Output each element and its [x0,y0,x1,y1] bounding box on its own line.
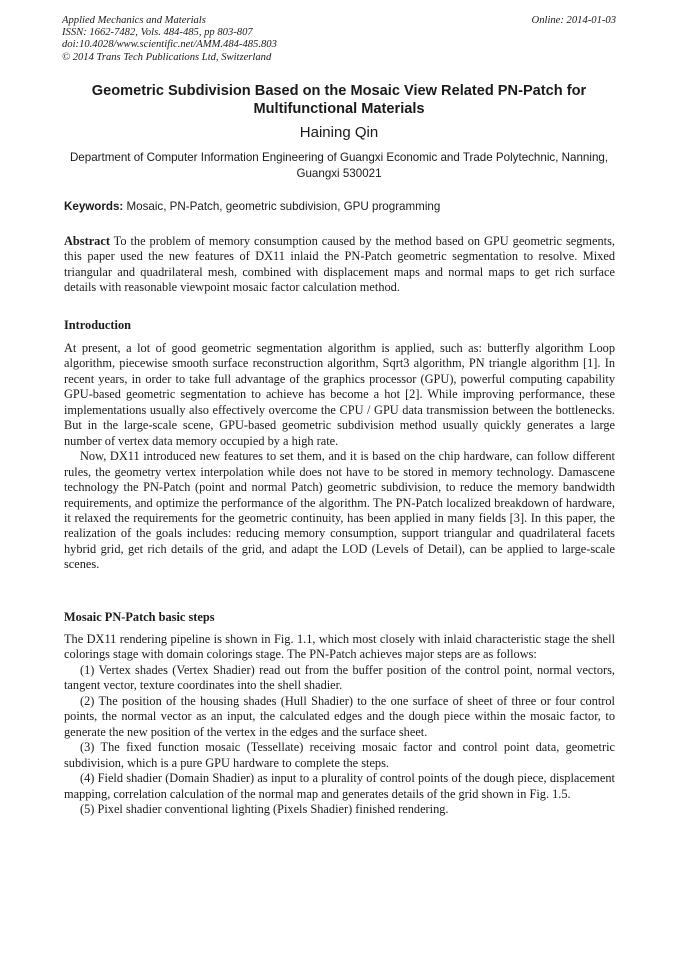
mosaic-heading: Mosaic PN-Patch basic steps [64,610,215,624]
online-date: Online: 2014-01-03 [531,15,616,26]
paper-title: Geometric Subdivision Based on the Mosaic View Related PN-Patch for Multifunctional Materials [91,83,587,117]
intro-paragraph-1: At present, a lot of good geometric segmentation algorithm is applied, such as: butterfly algorithm Loop algorithm, piecewise smooth surface reconstruction algorithm, Sqrt3 algorithm, PN triangle algorithm [1]. In recent years, in order to take full advantage of the graphics processor (GPU), powerful computing capability GPU-based geometric segmentation to achieve has become a hot [2]. While improving performance, these implementations usually also effectively overcome the CPU / GPU data transmission between the bottlenecks. But in the large-scale scene, GPU-based geometric subdivision method usually quickly generates a large number of vertex data memory occupied by a high rate. [64,341,615,448]
mosaic-step-1: (1) Vertex shades (Vertex Shadier) read out from the buffer position of the control point, normal vectors, tangent vector, texture coordinates into the shell shadier. [64,662,615,693]
introduction-body [64,341,615,573]
abstract-text: To the problem of memory consumption caused by the method based on GPU geometric segments, this paper used the new features of DX11 inlaid the PN-Patch geometric segmentation to resolve. Mixed triangular and quadrilateral mesh, combined with displacement maps and normal maps to get rich surface details with reasonable viewpoint mosaic factor calculation method. [64,234,615,295]
abstract [64,234,615,296]
mosaic-intro: The DX11 rendering pipeline is shown in Fig. 1.1, which most closely with inlaid characteristic stage the shell colorings stage with domain colorings stage. The PN-Patch achieves major steps are as follows: [64,632,615,662]
abstract-label: Abstract [64,234,110,248]
mosaic-step-4: (4) Field shadier (Domain Shadier) as input to a plurality of control points of the dough piece, displacement mapping, correlation calculation of the normal map and generates details of the grid shown in Fig. 1.5. [64,771,615,801]
author-affiliation: Department of Computer Information Engineering of Guangxi Economic and Trade Polytechnic, Nanning, Guangxi 530021 [69,151,609,180]
intro-paragraph-2: Now, DX11 introduced new features to set them, and it is based on the chip hardware, can follow different rules, the geometry vertex interpolation while does not have to be stored in memory technology. Damascene technology the PN-Patch (point and normal Patch) geometric subdivision, to reduce the memory bandwidth requirements, and optimize the performance of the algorithm. The PN-Patch localized breakdown of hardware, it relaxed the requirements for the geometric continuity, has been applied in many fields [3]. In this paper, the realization of the goals includes: reducing memory consumption, support triangular and quadrilateral facets hybrid grid, get rich details of the grid, and adapt the LOD (Levels of Detail), can be applied to large-scale scenes. [64,449,615,572]
mosaic-body [64,632,615,817]
journal-name: Applied Mechanics and Materials [62,15,206,26]
journal-doi[interactable]: doi:10.4028/www.scientific.net/AMM.484-485.803 [62,39,277,51]
journal-header [62,15,616,64]
keywords [64,199,624,214]
journal-issn: ISSN: 1662-7482, Vols. 484-485, pp 803-807 [62,27,253,39]
paper-author: Haining Qin [299,124,379,141]
keywords-text: Mosaic, PN-Patch, geometric subdivision, GPU programming [123,200,441,213]
mosaic-step-5: (5) Pixel shadier conventional lighting (Pixels Shadier) finished rendering. [80,801,449,816]
mosaic-step-3: (3) The fixed function mosaic (Tessellate) receiving mosaic factor and control point data, geometric subdivision, which is a pure GPU hardware to complete the steps. [64,740,615,770]
introduction-heading: Introduction [64,318,131,332]
journal-copyright: © 2014 Trans Tech Publications Ltd, Switzerland [62,51,272,63]
keywords-label: Keywords: [64,200,124,213]
mosaic-step-2: (2) The position of the housing shades (Hull Shadier) to the one surface of sheet of three or four control points, the normal vector as an input, the calculated edges and the dough piece within the mosaic factor, to generate the new position of the vertex in the edges and the surface sheet. [64,693,615,739]
